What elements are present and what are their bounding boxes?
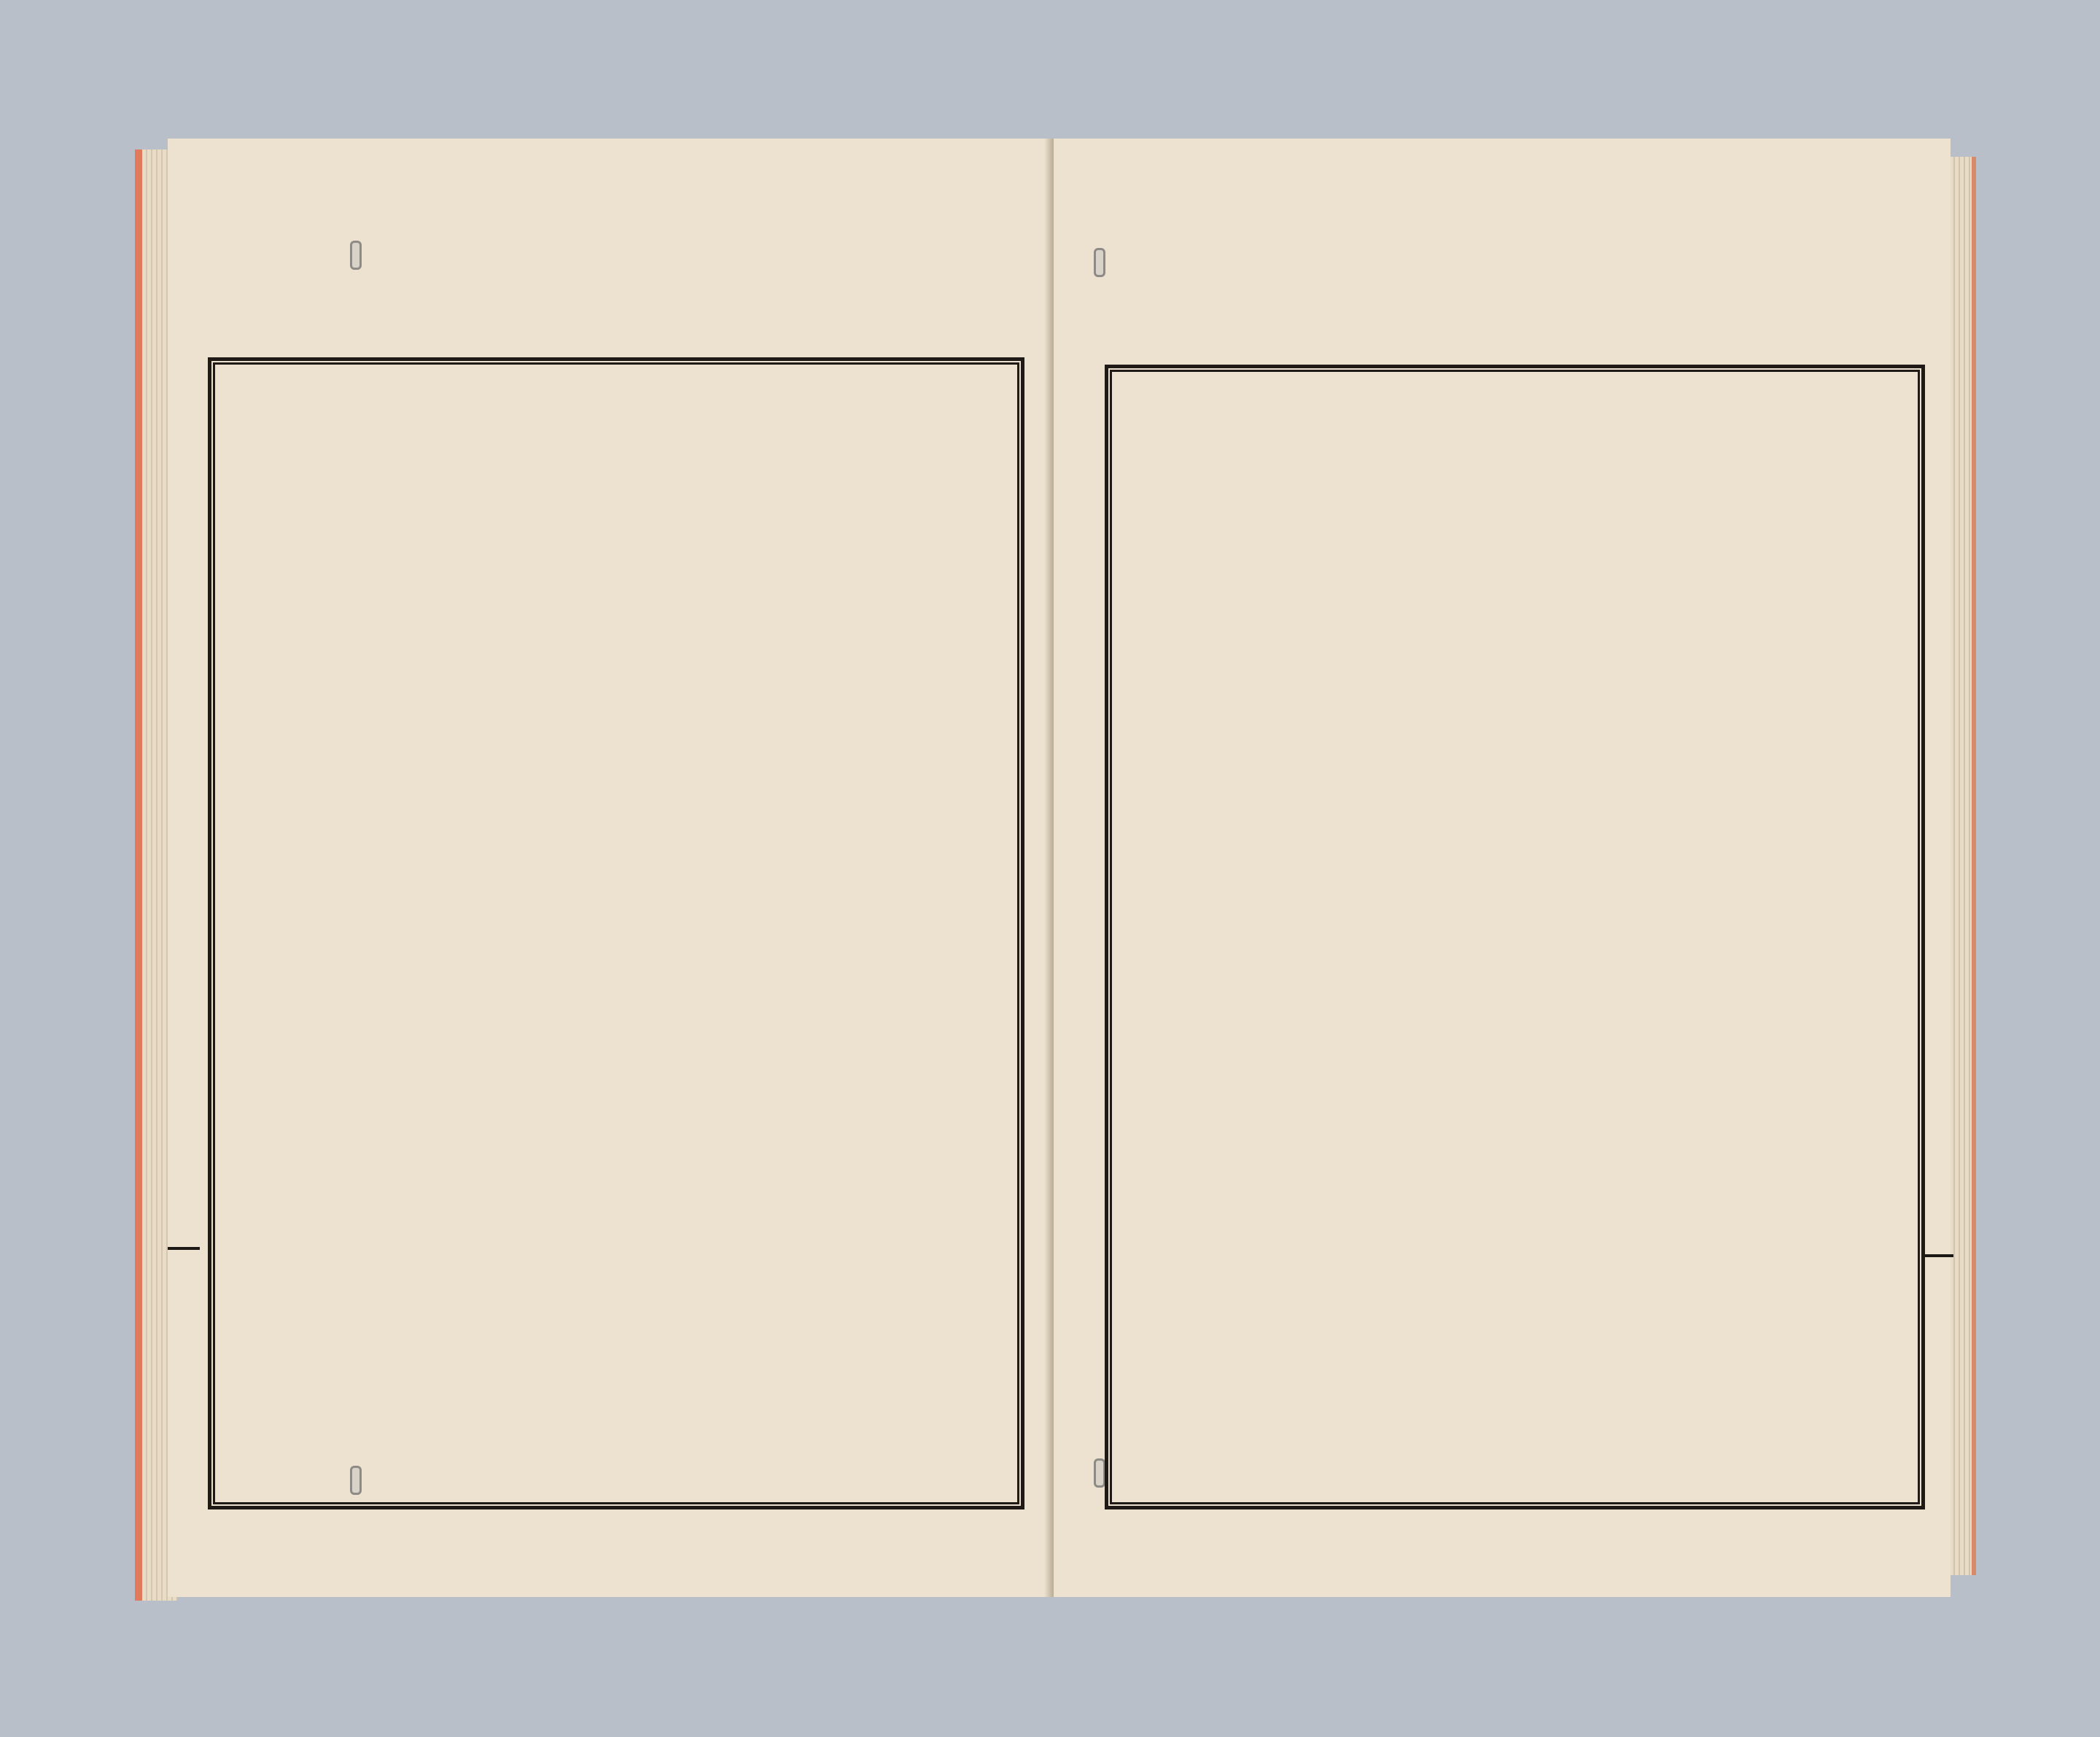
- staple-top-right: [1094, 248, 1105, 277]
- right-text-frame: [1105, 365, 1925, 1509]
- right-page: [1054, 139, 1951, 1597]
- staple-top-left: [350, 241, 362, 270]
- staple-bottom-right: [1094, 1458, 1105, 1488]
- fishtail-mark-right: [1921, 1254, 1953, 1257]
- left-page: [168, 139, 1054, 1597]
- left-text-frame: [208, 357, 1024, 1509]
- fishtail-mark-left: [168, 1247, 200, 1250]
